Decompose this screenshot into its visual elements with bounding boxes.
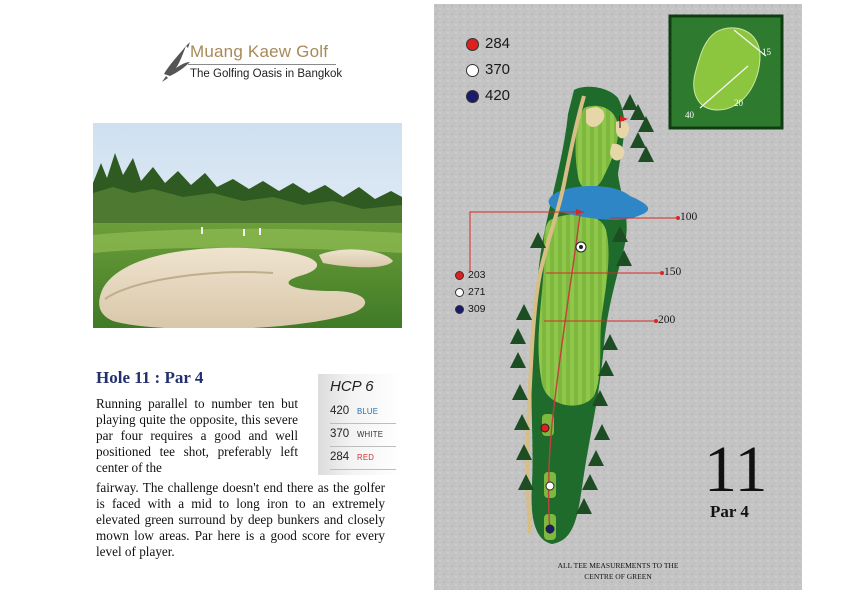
brand-tagline: The Golfing Oasis in Bangkok <box>190 68 343 80</box>
hcp-row-red <box>330 447 396 470</box>
hcp-yards: 370 <box>330 428 350 440</box>
inset-label-40: 40 <box>685 110 694 120</box>
marker-200: 200 <box>658 314 676 326</box>
blue-tee-icon <box>466 90 479 103</box>
tee-distance-white: 271 <box>468 286 486 298</box>
tee-distance-blue: 309 <box>468 303 486 315</box>
bird-logo-icon <box>160 40 192 84</box>
marker-100: 100 <box>680 211 698 223</box>
brand-title: Muang Kaew Golf <box>190 42 329 61</box>
white-dot-icon <box>455 288 464 297</box>
brand-divider <box>188 64 336 65</box>
legend-blue-yards: 420 <box>485 87 511 104</box>
hcp-tee-label: RED <box>357 453 375 462</box>
hcp-tee-label: WHITE <box>357 430 384 439</box>
measurement-note: ALL TEE MEASUREMENTS TO THE CENTRE OF GREEN <box>557 561 679 581</box>
inset-label-15: 15 <box>762 47 771 57</box>
hcp-yards: 420 <box>330 405 350 417</box>
white-tee-icon <box>466 64 479 77</box>
hole-description-bottom: fairway. The challenge doesn't end there as the golfer is faced with a mid to long iron to an extremely elevated green surround by deep bunkers and closely mown low areas. Par here is a good score for every level of player. <box>96 480 385 559</box>
hcp-tee-label: BLUE <box>357 407 379 416</box>
tee-distance-red: 203 <box>468 269 486 281</box>
golf-course-photo <box>93 123 402 328</box>
hcp-yards: 284 <box>330 451 350 463</box>
red-dot-icon <box>455 271 464 280</box>
hcp-card <box>318 374 401 475</box>
legend-red-yards: 284 <box>485 35 511 52</box>
hole-map <box>434 4 802 590</box>
hcp-row-blue <box>330 401 396 424</box>
hole-description-top: Running parallel to number ten but playing quite the opposite, this severe par four requires a good and well positioned tee shot, preferably left center of the <box>96 396 298 475</box>
hole-title: Hole 11 : Par 4 <box>96 368 204 387</box>
hcp-row-white <box>330 424 396 447</box>
legend-white-yards: 370 <box>485 61 511 78</box>
inset-label-20: 20 <box>734 98 743 108</box>
blue-dot-icon <box>455 305 464 314</box>
hcp-title: HCP 6 <box>330 378 374 395</box>
red-tee-icon <box>466 38 479 51</box>
hole-number: 11 <box>704 433 768 506</box>
marker-150: 150 <box>664 266 682 278</box>
brand-header <box>160 40 400 84</box>
hole-par: Par 4 <box>710 502 749 521</box>
